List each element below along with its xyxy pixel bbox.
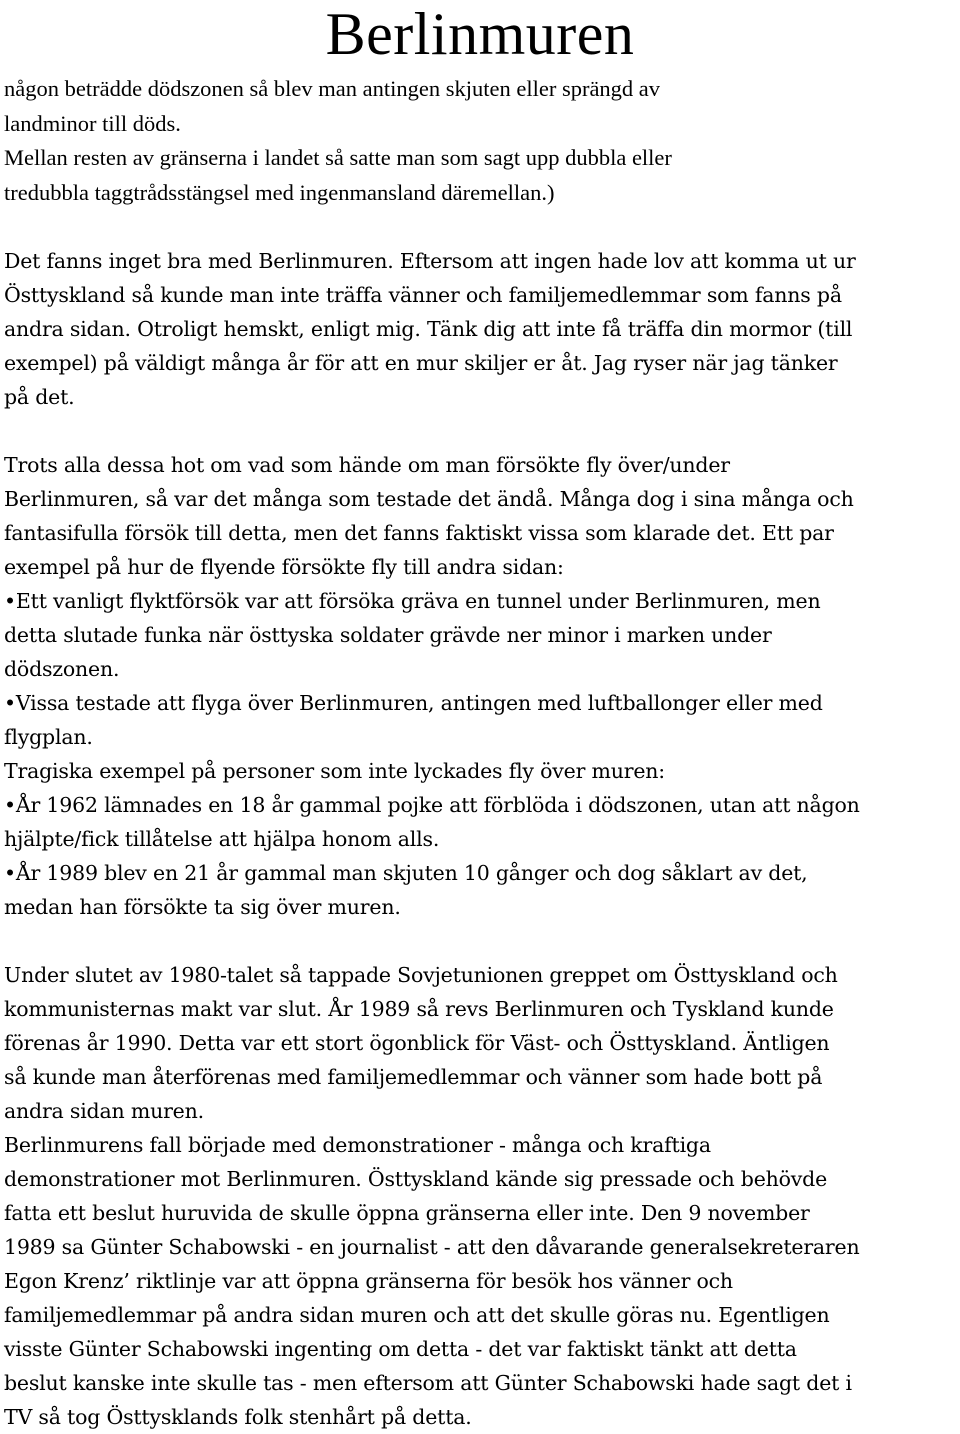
page-title: Berlinmuren	[325, 1, 635, 67]
paragraph-gap	[4, 414, 956, 448]
paragraph-gap	[4, 924, 956, 958]
paragraph-escapes: Trots alla dessa hot om vad som hände om man försökte fly över/under Berlinmuren, så var det många som testade det ändå. Många dog i sina många och fantasifulla försök till detta, men det fanns faktiskt vissa som klarade det. Ett par exempel på hur de flyende försökte fly till andra sidan: •Ett vanligt flyktförsök var att försöka gräva en tunnel under Berlinmuren, men detta slutade funka när östtyska soldater grävde ner minor i marken under dödszonen. •Vissa testade att flyga över Berlinmuren, antingen med luftballonger eller med flygplan. Tragiska exempel på personer som inte lyckades fly över muren: •År 1962 lämnades en 18 år gammal pojke att förblöda i dödszonen, utan att någon hjälpte/fick tillåtelse att hjälpa honom alls. •År 1989 blev en 21 år gammal man skjuten 10 gånger och dog såklart av det, medan han försökte ta sig över muren.	[4, 453, 860, 919]
paragraph-intro: någon beträdde dödszonen så blev man antingen skjuten eller sprängd av landminor till döds. Mellan resten av gränserna i landet så satte man som sagt upp dubbla eller tredubbla taggtrådsstängsel med ingenmansland däremellan.)	[4, 76, 672, 205]
paragraph-gap	[4, 210, 956, 244]
paragraph-fall: Under slutet av 1980-talet så tappade Sovjetunionen greppet om Östtyskland och kommunisternas makt var slut. År 1989 så revs Berlinmuren och Tyskland kunde förenas år 1990. Detta var ett stort ögonblick för Väst- och Östtyskland. Äntligen så kunde man återförenas med familjemedlemmar och vänner som hade bott på andra sidan muren. Berlinmurens fall började med demonstrationer - många och kraftiga demonstrationer mot Berlinmuren. Östtyskland kände sig pressade och behövde fatta ett beslut huruvida de skulle öppna gränserna eller inte. Den 9 november 1989 sa Günter Schabowski - en journalist - att den dåvarande generalsekreteraren Egon Krenz’ riktlinje var att öppna gränserna för besök hos vänner och familjemedlemmar på andra sidan muren och att det skulle göras nu. Egentligen visste Günter Schabowski ingenting om detta - det var faktiskt tänkt att detta beslut kanske inte skulle tas - men eftersom att Günter Schabowski hade sagt det i TV så tog Östtysklands folk stenhårt på detta.	[4, 963, 860, 1429]
paragraph-opinion: Det fanns inget bra med Berlinmuren. Eftersom att ingen hade lov att komma ut ur Östtyskland så kunde man inte träffa vänner och familjemedlemmar som fanns på andra sidan. Otroligt hemskt, enligt mig. Tänk dig att inte få träffa din mormor (till exempel) på väldigt många år för att en mur skiljer er åt. Jag ryser när jag tänker på det.	[4, 249, 856, 409]
